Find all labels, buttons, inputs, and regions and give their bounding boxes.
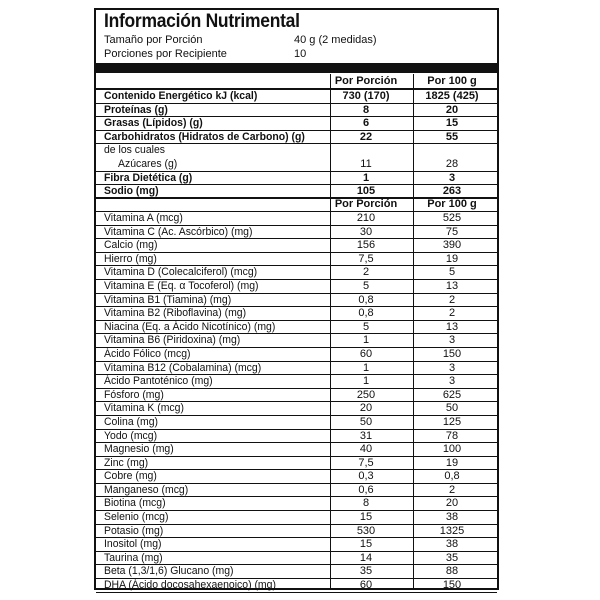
value-per-serving: 1: [362, 334, 370, 347]
thick-divider-top: [96, 63, 497, 73]
micro-row: [96, 416, 497, 430]
value-per-serving: 7,5: [358, 252, 374, 265]
header-per-serving-2: Por Porción: [334, 198, 398, 210]
nutrient-name: Vitamina E (Eq. α Tocoferol) (mg): [104, 279, 259, 292]
micro-row: [96, 470, 497, 484]
value-per-100g: 390: [442, 239, 462, 252]
value-per-serving: 0,8: [358, 293, 374, 306]
value-per-serving: 20: [359, 402, 373, 415]
value-per-100g: 20: [445, 103, 459, 116]
value-per-100g: 78: [445, 429, 459, 442]
nutrient-name: Colina (mg): [104, 415, 159, 428]
micro-row: [96, 226, 497, 240]
value-per-serving: 250: [356, 388, 376, 401]
nutrient-name: Calcio (mg): [104, 239, 158, 252]
nutrient-name: Ácido Fólico (mcg): [104, 347, 191, 360]
value-per-100g: 150: [442, 579, 462, 592]
nutrient-name: Manganeso (mcg): [104, 483, 189, 496]
micro-row: [96, 565, 497, 579]
value-per-serving: 5: [362, 320, 370, 333]
micro-row: [96, 334, 497, 348]
value-per-serving: 60: [359, 579, 373, 592]
nutrient-name: Selenio (mcg): [104, 511, 169, 524]
macro-row: [96, 117, 497, 131]
value-per-100g: 75: [445, 225, 459, 238]
value-per-100g: 38: [445, 511, 459, 524]
nutrient-name: Vitamina B6 (Piridoxina) (mg): [104, 334, 241, 347]
header-per-100g: Por 100 g: [427, 75, 477, 87]
nutrient-name: Biotina (mcg): [104, 497, 166, 510]
nutrient-name: Beta (1,3/1,6) Glucano (mg): [104, 565, 234, 578]
value-per-serving: 1: [362, 375, 370, 388]
micro-row: [96, 321, 497, 335]
value-per-100g: 2: [448, 483, 456, 496]
value-per-100g: 2: [448, 307, 456, 320]
value-per-100g: 3: [448, 334, 456, 347]
value-per-serving: 15: [359, 511, 373, 524]
value-per-serving: 0,3: [358, 470, 374, 483]
micro-row: [96, 239, 497, 253]
value-per-100g: 625: [442, 388, 462, 401]
value-per-100g: 525: [442, 212, 462, 224]
value-per-100g: 2: [448, 293, 456, 306]
header-per-100g-2: Por 100 g: [427, 198, 477, 210]
value-per-serving: 40: [359, 443, 373, 456]
value-per-100g: 100: [442, 443, 462, 456]
value-per-serving: 35: [359, 565, 373, 578]
nutrient-name: Inositol (mg): [104, 538, 162, 551]
nutrient-name: Vitamina D (Colecalciferol) (mcg): [104, 266, 258, 279]
micro-row: [96, 579, 497, 593]
value-per-100g: 55: [445, 130, 459, 143]
micro-row: [96, 484, 497, 498]
micro-row: [96, 375, 497, 389]
nutrient-name: Hierro (mg): [104, 252, 157, 265]
micro-row: [96, 497, 497, 511]
nutrient-name: Sodio (mg): [104, 185, 159, 198]
panel-title: Información Nutrimental: [104, 11, 300, 32]
value-per-serving: 60: [359, 347, 373, 360]
micro-row: [96, 511, 497, 525]
nutrient-name: Carbohidratos (Hidratos de Carbono) (g): [104, 130, 305, 143]
value-per-serving: 11: [360, 157, 372, 170]
macro-table: [96, 88, 497, 199]
value-per-serving: 8: [362, 497, 370, 510]
value-per-100g: 3: [448, 361, 456, 374]
value-per-serving: 730 (170): [342, 90, 390, 102]
value-per-100g: 13: [445, 279, 459, 292]
serving-size-row: [104, 33, 484, 47]
value-per-100g: 1825 (425): [425, 90, 479, 102]
value-per-serving: 0,6: [358, 483, 374, 496]
value-per-100g: 35: [445, 551, 459, 564]
value-per-100g: 88: [445, 565, 459, 578]
value-per-serving: 30: [359, 225, 373, 238]
serving-size-label: Tamaño por Porción: [104, 34, 203, 46]
nutrient-name: Fósforo (mg): [104, 388, 164, 401]
value-per-100g: 13: [445, 320, 459, 333]
value-per-100g: 0,8: [444, 470, 460, 483]
nutrient-name: Grasas (Lípidos) (g): [104, 117, 203, 130]
value-per-100g: 3: [448, 171, 456, 184]
nutrient-name: Vitamina C (Ac. Ascórbico) (mg): [104, 225, 253, 238]
servings-per-container-row: [104, 47, 484, 61]
value-per-serving: 1: [362, 171, 370, 184]
nutrient-name: Vitamina B12 (Cobalamina) (mcg): [104, 361, 262, 374]
value-per-serving: 14: [359, 551, 373, 564]
column-divider-2: [413, 74, 414, 588]
macro-row: [96, 131, 497, 145]
macro-row: [96, 90, 497, 104]
value-per-100g: 28: [445, 157, 459, 170]
nutrient-name: Proteínas (g): [104, 103, 168, 116]
value-per-100g: 20: [445, 497, 459, 510]
micro-row: [96, 212, 497, 226]
nutrient-name: Cobre (mg): [104, 470, 157, 483]
column-divider-1: [330, 74, 331, 588]
serving-size-value: 40 g (2 medidas): [294, 34, 377, 46]
micro-row: [96, 348, 497, 362]
value-per-serving: 22: [359, 130, 373, 143]
nutrient-name: Zinc (mg): [104, 456, 149, 469]
value-per-serving: 7,5: [358, 456, 374, 469]
value-per-100g: 3: [448, 375, 456, 388]
macro-row: [96, 158, 497, 172]
micro-row: [96, 538, 497, 552]
micronutrient-table: [96, 211, 497, 593]
value-per-serving: 31: [359, 429, 373, 442]
nutrient-name: Fibra Dietética (g): [104, 171, 193, 184]
nutrient-name: Contenido Energético kJ (kcal): [104, 90, 258, 102]
value-per-serving: 8: [362, 103, 370, 116]
micro-row: [96, 362, 497, 376]
servings-per-container-label: Porciones por Recipiente: [104, 48, 227, 60]
nutrient-name: Vitamina B1 (Tiamina) (mg): [104, 293, 232, 306]
micro-row: [96, 552, 497, 566]
micro-row: [96, 525, 497, 539]
value-per-100g: 150: [442, 347, 462, 360]
micro-row: [96, 253, 497, 267]
value-per-serving: 530: [356, 524, 376, 537]
nutrient-name: DHA (Ácido docosahexaenoico) (mg): [104, 579, 276, 592]
macro-row: [96, 172, 497, 186]
value-per-100g: 1325: [439, 524, 465, 537]
nutrition-facts-panel: [94, 8, 499, 590]
micro-row: [96, 294, 497, 308]
nutrient-name: Niacina (Eq. a Ácido Nicotínico) (mg): [104, 320, 276, 333]
nutrient-name: Azúcares (g): [118, 157, 178, 170]
value-per-serving: 2: [362, 266, 370, 279]
value-per-serving: 105: [356, 185, 376, 198]
value-per-100g: 50: [445, 402, 459, 415]
nutrient-name: de los cuales: [104, 144, 166, 157]
micro-row: [96, 266, 497, 280]
value-per-serving: 210: [356, 212, 376, 224]
nutrient-name: Vitamina B2 (Riboflavina) (mg): [104, 307, 247, 320]
macro-row: [96, 144, 497, 158]
value-per-100g: 38: [445, 538, 459, 551]
value-per-serving: 50: [359, 415, 373, 428]
micro-row: [96, 402, 497, 416]
value-per-100g: 15: [445, 117, 459, 130]
servings-per-container-value: 10: [294, 48, 307, 60]
nutrient-name: Yodo (mcg): [104, 429, 158, 442]
value-per-serving: 156: [356, 239, 376, 252]
nutrient-name: Vitamina K (mcg): [104, 402, 184, 415]
micro-row: [96, 443, 497, 457]
micro-row: [96, 389, 497, 403]
value-per-100g: 19: [445, 252, 459, 265]
micro-row: [96, 307, 497, 321]
value-per-serving: 5: [362, 279, 370, 292]
value-per-100g: 263: [442, 185, 462, 198]
nutrient-name: Potasio (mg): [104, 524, 164, 537]
value-per-serving: 0,8: [358, 307, 374, 320]
nutrient-name: Vitamina A (mcg): [104, 212, 183, 224]
value-per-serving: 15: [359, 538, 373, 551]
value-per-100g: 19: [445, 456, 459, 469]
micro-row: [96, 280, 497, 294]
header-per-serving: Por Porción: [334, 75, 398, 87]
nutrient-name: Magnesio (mg): [104, 443, 174, 456]
micro-row: [96, 457, 497, 471]
value-per-100g: 125: [442, 415, 462, 428]
value-per-serving: 6: [362, 117, 370, 130]
value-per-100g: 5: [448, 266, 456, 279]
macro-row: [96, 104, 497, 118]
micro-row: [96, 430, 497, 444]
nutrient-name: Taurina (mg): [104, 551, 163, 564]
value-per-serving: 1: [362, 361, 370, 374]
nutrient-name: Ácido Pantoténico (mg): [104, 375, 213, 388]
